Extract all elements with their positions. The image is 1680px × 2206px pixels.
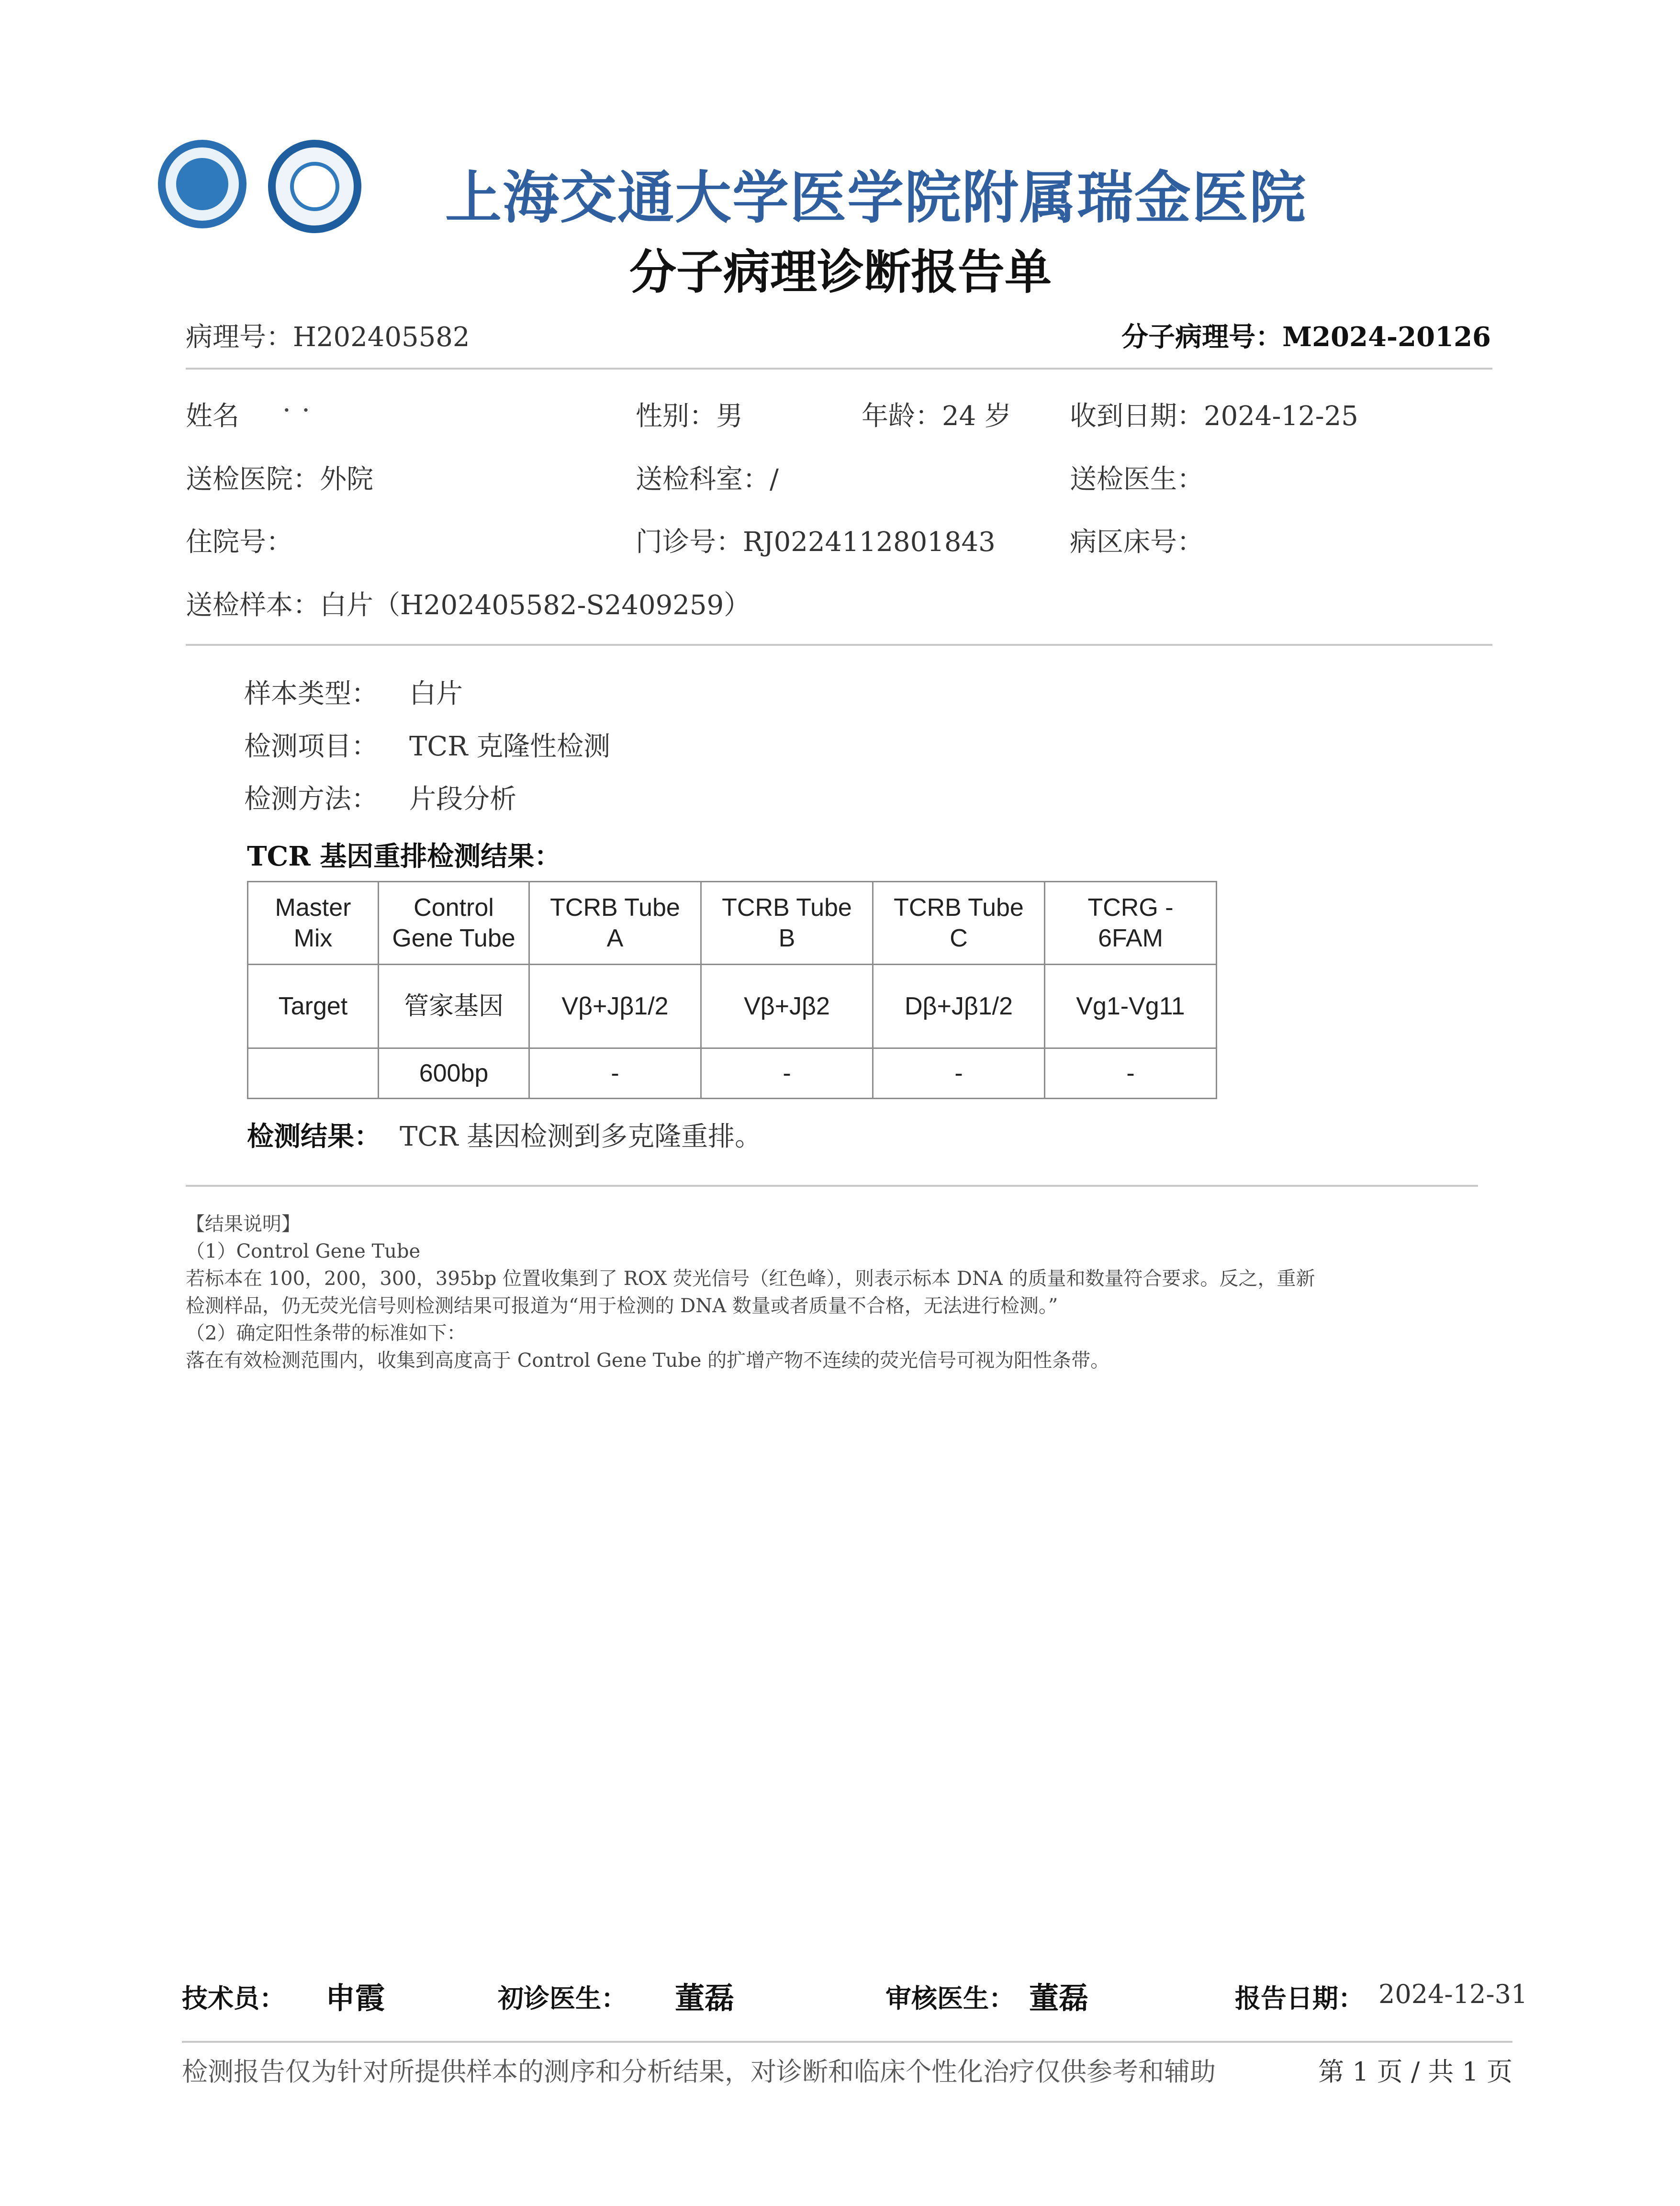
table-cell: - bbox=[873, 1048, 1045, 1099]
hospital-name: 上海交通大学医学院附属瑞金医院 bbox=[445, 165, 1307, 231]
page-info: 第 1 页 / 共 1 页 bbox=[1318, 2057, 1512, 2087]
table-row-target bbox=[248, 965, 1217, 1048]
pathology-number: 病理号：H202405582 bbox=[186, 322, 470, 353]
table-header-cell: TCRB Tube A bbox=[529, 882, 701, 965]
conclusion-text: TCR 基因检测到多克隆重排。 bbox=[400, 1121, 762, 1152]
table-header-cell: TCRB Tube C bbox=[873, 882, 1045, 965]
report-date-value: 2024-12-31 bbox=[1378, 1979, 1528, 2009]
tcr-result-table bbox=[247, 881, 1217, 1099]
conclusion-label: 检测结果： bbox=[247, 1121, 381, 1152]
initial-doctor-name: 董磊 bbox=[675, 1981, 735, 2015]
table-cell: 600bp bbox=[379, 1048, 529, 1099]
molecular-pathology-number: 分子病理号：M2024-20126 bbox=[1121, 321, 1491, 353]
notes-title: 【结果说明】 bbox=[186, 1213, 301, 1235]
submitting-department: 送检科室：/ bbox=[636, 464, 779, 495]
inpatient-number: 住院号： bbox=[186, 527, 293, 558]
test-item-label: 检测项目： bbox=[244, 731, 378, 762]
divider bbox=[182, 2041, 1512, 2043]
table-header-cell: Control Gene Tube bbox=[379, 882, 529, 965]
test-method-label: 检测方法： bbox=[244, 784, 378, 815]
table-cell: Vβ+Jβ2 bbox=[701, 965, 873, 1048]
technician-name: 申霞 bbox=[325, 1981, 385, 2015]
notes-line: （1）Control Gene Tube bbox=[186, 1240, 421, 1262]
submitting-doctor: 送检医生： bbox=[1070, 464, 1204, 495]
table-cell: - bbox=[701, 1048, 873, 1099]
divider bbox=[186, 644, 1492, 646]
notes-line: 检测样品，仍无荧光信号则检测结果可报道为“用于检测的 DNA 数量或者质量不合格，无法进行检测。” bbox=[186, 1295, 1058, 1317]
table-cell: Vβ+Jβ1/2 bbox=[529, 965, 701, 1048]
table-cell: Vg1-Vg11 bbox=[1045, 965, 1217, 1048]
received-date: 收到日期：2024-12-25 bbox=[1070, 401, 1358, 432]
outpatient-number: 门诊号：RJ0224112801843 bbox=[636, 527, 996, 558]
table-cell: Dβ+Jβ1/2 bbox=[873, 965, 1045, 1048]
result-section-title: TCR 基因重排检测结果： bbox=[247, 841, 561, 872]
name-value: · · bbox=[282, 395, 321, 426]
table-header-cell: TCRB Tube B bbox=[701, 882, 873, 965]
hospital-logo-left bbox=[158, 140, 246, 228]
hospital-logo-right bbox=[268, 140, 361, 233]
table-cell bbox=[248, 1048, 379, 1099]
notes-line: 落在有效检测范围内，收集到高度高于 Control Gene Tube 的扩增产物不连续的荧光信号可视为阳性条带。 bbox=[186, 1350, 1110, 1372]
sample-type-label: 样本类型： bbox=[244, 678, 378, 709]
table-header-row bbox=[248, 882, 1217, 965]
divider bbox=[186, 368, 1492, 370]
submitted-sample: 送检样本：白片（H202405582-S2409259） bbox=[186, 590, 751, 621]
age: 年龄：24 岁 bbox=[862, 401, 1012, 432]
table-row-result bbox=[248, 1048, 1217, 1099]
test-method-value: 片段分析 bbox=[409, 784, 516, 815]
initial-doctor-label: 初诊医生： bbox=[498, 1983, 627, 2014]
table-header-cell: Master Mix bbox=[248, 882, 379, 965]
submitting-hospital: 送检医院：外院 bbox=[186, 464, 373, 495]
notes-line: （2）确定阳性条带的标准如下： bbox=[186, 1322, 466, 1344]
table-cell: - bbox=[529, 1048, 701, 1099]
technician-label: 技术员： bbox=[182, 1983, 285, 2014]
report-date-label: 报告日期： bbox=[1235, 1983, 1364, 2014]
notes-line: 若标本在 100，200，300，395bp 位置收集到了 ROX 荧光信号（红色峰），则表示标本 DNA 的质量和数量符合要求。反之，重新 bbox=[186, 1268, 1315, 1290]
bed-number: 病区床号： bbox=[1070, 527, 1204, 558]
test-item-value: TCR 克隆性检测 bbox=[409, 731, 611, 762]
disclaimer: 检测报告仅为针对所提供样本的测序和分析结果，对诊断和临床个性化治疗仅供参考和辅助 bbox=[182, 2057, 1216, 2087]
gender: 性别：男 bbox=[636, 401, 743, 432]
table-cell: - bbox=[1045, 1048, 1217, 1099]
table-header-cell: TCRG - 6FAM bbox=[1045, 882, 1217, 965]
report-title: 分子病理诊断报告单 bbox=[629, 245, 1052, 300]
name-label: 姓名 bbox=[186, 401, 239, 432]
table-cell: Target bbox=[248, 965, 379, 1048]
review-doctor-label: 审核医生： bbox=[885, 1983, 1015, 2014]
review-doctor-name: 董磊 bbox=[1029, 1981, 1089, 2015]
sample-type-value: 白片 bbox=[409, 678, 463, 709]
table-cell: 管家基因 bbox=[379, 965, 529, 1048]
divider bbox=[186, 1185, 1478, 1187]
